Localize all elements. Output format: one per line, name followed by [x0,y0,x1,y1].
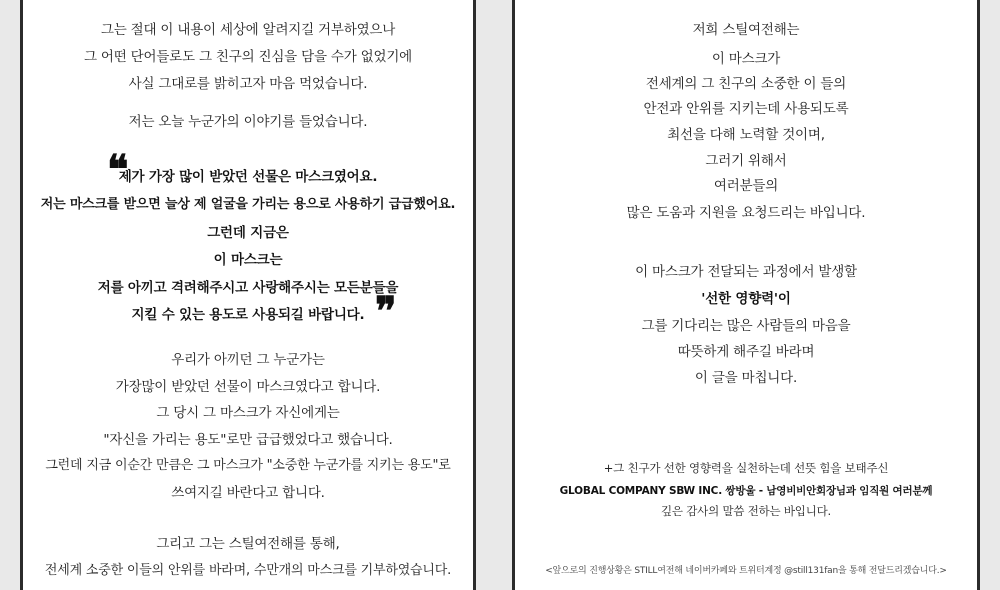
pledge-line: 저희 스틸여전해는 [692,22,800,38]
thanks-line: 깊은 감사의 말씀 전하는 바입니다. [660,504,831,518]
closing-line: 이 글을 마칩니다. [694,370,798,386]
closing-line-highlight: '선한 영향력'이 [701,291,791,307]
right-page [512,0,980,590]
closing-line: 따뜻하게 해주길 바라며 [677,344,815,360]
donation-line: 그리고 그는 스틸여전해를 통해, [156,536,340,552]
quote-line: 제가 가장 많이 받았던 선물은 마스크였어요. [118,169,378,185]
story-line: "자신을 가리는 용도"로만 급급했었다고 했습니다. [103,432,393,448]
quote-line: 저를 아끼고 격려해주시고 사랑해주시는 모든분들을 [97,280,399,296]
quote-line: 이 마스크는 [213,252,283,268]
closing-line: 이 마스크가 전달되는 과정에서 발생할 [635,264,857,280]
intro-line: 그는 절대 이 내용이 세상에 알려지길 거부하였으나 [100,22,396,38]
story-line: 그런데 지금 이순간 만큼은 그 마스크가 "소중한 누군가를 지키는 용도"로 [45,458,451,473]
intro-line: 사실 그대로를 밝히고자 마음 먹었습니다. [128,76,368,92]
quote-line: 그런데 지금은 [207,225,289,241]
story-line: 우리가 아끼던 그 누군가는 [171,352,325,368]
open-quote-mark: ❝ [107,146,129,193]
pledge-line: 이 마스크가 [711,51,781,67]
intro-line: 그 어떤 단어들로도 그 친구의 진심을 담을 수가 없었기에 [83,49,413,65]
pledge-line: 그러기 위해서 [705,153,787,169]
story-line: 그 당시 그 마스크가 자신에게는 [156,405,340,421]
pledge-line: 많은 도움과 지원을 요청드리는 바입니다. [626,205,866,221]
closing-line: 그를 기다리는 많은 사람들의 마음을 [641,318,851,334]
thanks-line-company: GLOBAL COMPANY SBW INC. 쌍방울 - 남영비비안회장님과 임직원 여러분께 [559,485,933,497]
pledge-line: 여러분들의 [713,178,779,194]
quote-line: 지킬 수 있는 용도로 사용되길 바랍니다. [131,307,365,323]
close-quote-mark: ❞ [375,288,397,335]
story-line: 쓰여지길 바란다고 합니다. [171,485,325,501]
left-page [20,0,476,590]
pledge-line: 전세계의 그 친구의 소중한 이 들의 [645,76,847,92]
thanks-line: +그 친구가 선한 영향력을 실천하는데 선뜻 힘을 보태주신 [603,461,889,475]
pledge-line: 최선을 다해 노력할 것이며, [667,127,825,143]
story-line: 가장많이 받았던 선물이 마스크였다고 합니다. [115,379,381,395]
pledge-line: 안전과 안위를 지키는데 사용되도록 [643,101,849,117]
donation-line: 전세계 소중한 이들의 안위를 바라며, 수만개의 마스크를 기부하였습니다. [44,563,452,578]
heard-line: 저는 오늘 누군가의 이야기를 들었습니다. [128,114,368,130]
footer-notice: <앞으로의 진행상황은 STILL여전해 네이버카페와 트위터계정 @still131fan을 통해 전달드리겠습니다.> [545,566,947,576]
quote-line: 저는 마스크를 받으면 늘상 제 얼굴을 가리는 용으로 사용하기 급급했어요. [40,197,456,212]
